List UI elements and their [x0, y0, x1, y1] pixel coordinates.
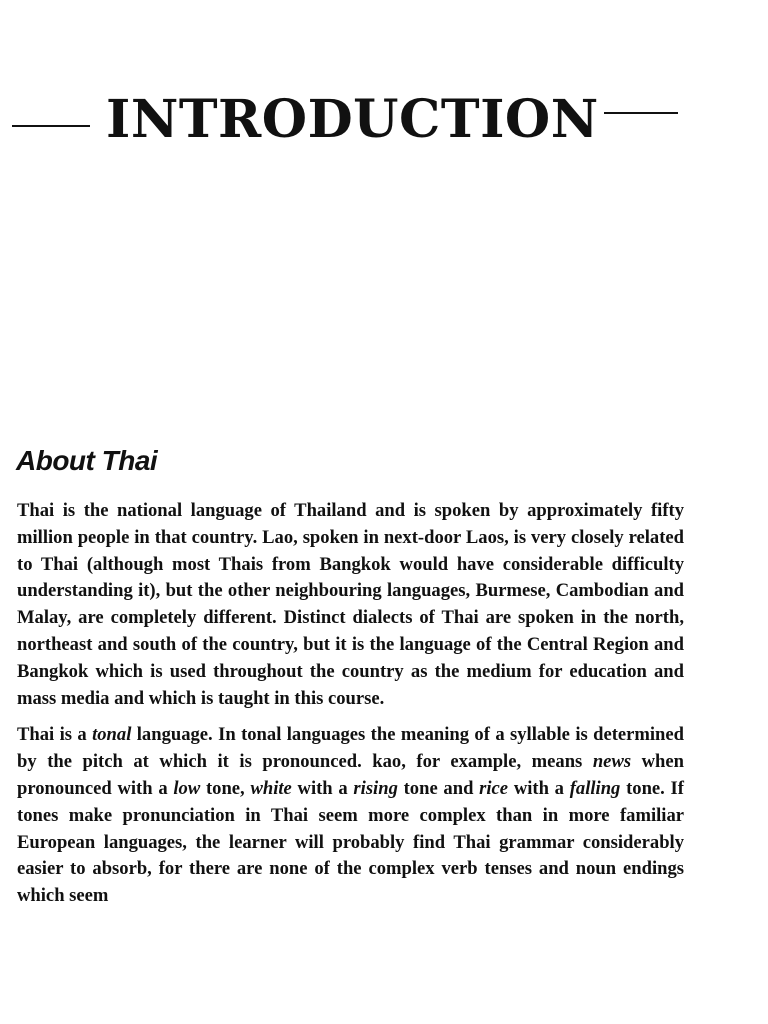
paragraph: [17, 722, 684, 910]
text-run: tone. If tones make pronunciation in Thai seem more complex than in more familiar European languages, the learner will probably find Thai grammar considerably easier to absorb, for there are none of the complex verb tenses and noun endings which seem: [17, 777, 684, 907]
text-run: tone and: [397, 777, 480, 799]
section-heading: About Thai: [16, 445, 158, 476]
title-rule-left: [12, 125, 90, 127]
text-run: tone,: [200, 777, 251, 799]
body-text: [17, 498, 684, 920]
text-run: Thai is a: [17, 724, 93, 746]
paragraph: [17, 498, 684, 712]
title-rule-right: [604, 112, 678, 114]
italic-term: rising: [353, 777, 398, 799]
text-run: with a: [291, 777, 354, 799]
chapter-title: INTRODUCTION: [106, 89, 599, 150]
italic-term: low: [173, 777, 201, 799]
chapter-title-row: [10, 88, 690, 158]
italic-term: rice: [479, 777, 509, 799]
italic-term: news: [592, 751, 632, 773]
text-run: with a: [508, 777, 570, 799]
italic-term: white: [250, 777, 292, 799]
text-run: when pronounced with a: [17, 751, 684, 799]
text-run: Thai is the national language of Thailand and is spoken by approximately fifty million people in that country. Lao, spoken in next-door Laos, is very closely related to Thai (although most Thais from Bangkok would have considerable difficulty understanding it), but the other neighbouring languages, Burmese, Cambodian and Malay, are completely different. Distinct dialects of Thai are spoken in the north, northeast and south of the country, but it is the language of the Central Region and Bangkok which is used throughout the country as the medium for education and mass media and which is taught in this course.: [17, 500, 684, 709]
text-run: language. In tonal languages the meaning of a syllable is determined by the pitch at which it is pronounced. kao, for example, means: [17, 724, 684, 773]
italic-term: tonal: [92, 724, 132, 746]
italic-term: falling: [569, 777, 621, 799]
